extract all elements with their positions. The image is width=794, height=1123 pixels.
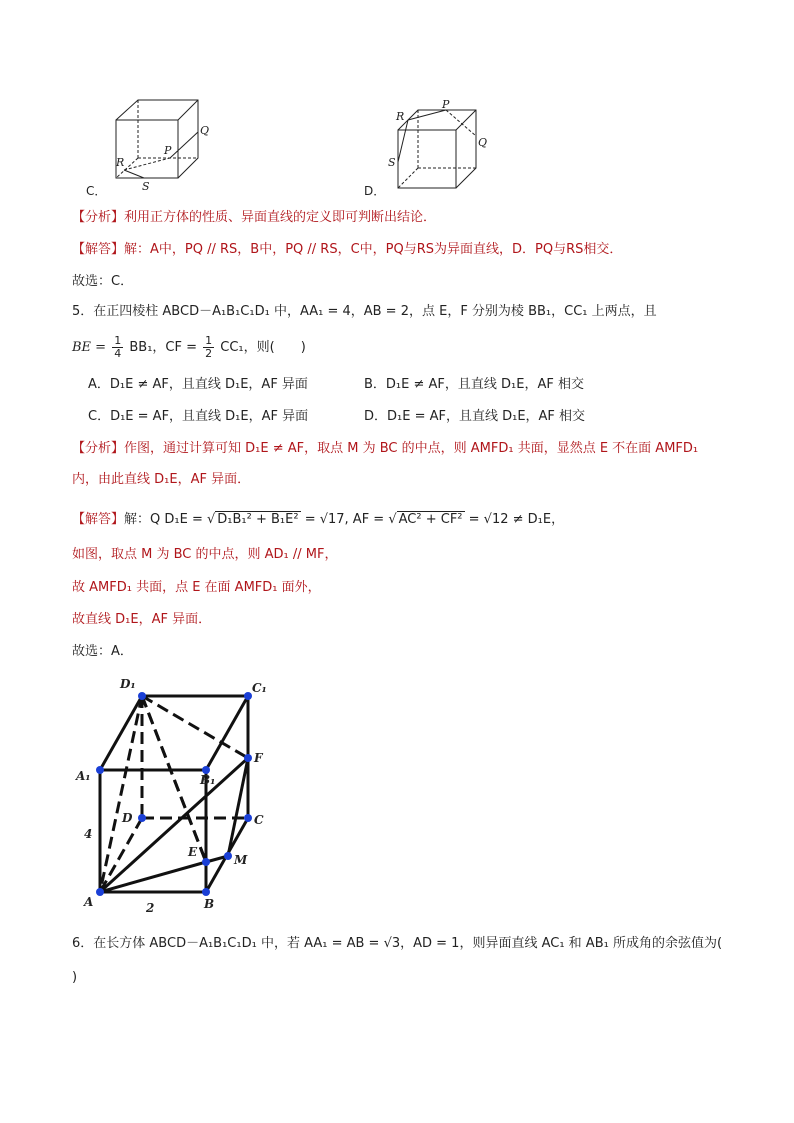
label-c: C (254, 813, 264, 827)
label-b1: B₁ (200, 773, 216, 787)
edge-length-ab: 2 (146, 901, 155, 915)
be-label: BE = (72, 340, 107, 355)
answer-mid: = √17, AF = (304, 512, 385, 527)
q5-option-b: B．D₁E ≠ AF，且直线 D₁E，AF 相交 (364, 377, 584, 392)
answer-pre: 解：Q D₁E = (124, 512, 203, 527)
label-a1: A₁ (76, 769, 91, 783)
answer-tag: 【解答】 (72, 512, 125, 527)
analysis-tag: 【分析】 (72, 441, 125, 456)
q5-choice: 故选：A． (72, 644, 133, 659)
point-s: S (142, 180, 150, 193)
figure-option-d (364, 96, 504, 196)
figure-option-c (86, 96, 226, 196)
analysis-text: 利用正方体的性质、异面直线的定义即可判断出结论． (124, 210, 437, 225)
point-r: R (396, 110, 405, 123)
answer-post: = √12 ≠ D₁E， (468, 512, 565, 527)
label-f: F (254, 751, 263, 765)
q6-stem-line2: ) (72, 970, 78, 985)
prism-figure (72, 672, 292, 922)
prism-diagram (72, 672, 292, 922)
radical-2: AC² + CF² (398, 512, 463, 527)
q5-answer-line3: 故 AMFD₁ 共面，点 E 在面 AMFD₁ 面外， (72, 580, 321, 595)
edge-length-aa1: 4 (84, 827, 93, 841)
label-b: B (204, 897, 215, 911)
q4-choice: 故选：C． (72, 274, 134, 289)
point-q: Q (478, 136, 488, 149)
q5-stem-line2 (72, 334, 306, 362)
label-d: D (122, 811, 133, 825)
q5-answer-line2: 如图，取点 M 为 BC 的中点，则 AD₁ // MF， (72, 547, 338, 562)
q6-stem-line1: 6．在长方体 ABCD－A₁B₁C₁D₁ 中，若 AA₁ = AB = √3，AD = 1，则异面直线 AC₁ 和 AB₁ 所成角的余弦值为( (72, 936, 723, 951)
q5-option-c: C．D₁E = AF，且直线 D₁E，AF 异面 (88, 409, 309, 424)
q5-analysis-line2: 内，由此直线 D₁E，AF 异面． (72, 472, 251, 487)
point-r: R (116, 156, 125, 169)
q5-answer-line4: 故直线 D₁E，AF 异面． (72, 612, 212, 627)
cube-figure-d (364, 96, 504, 196)
radical-1: D₁B₁² + B₁E² (217, 512, 299, 527)
option-c-label: C． (86, 184, 107, 198)
point-p: P (164, 144, 172, 157)
label-a: A (84, 895, 94, 909)
point-q: Q (200, 124, 210, 137)
cube-figure-c (86, 96, 226, 196)
analysis-text-1: 作图，通过计算可知 D₁E ≠ AF，取点 M 为 BC 的中点，则 AMFD₁ 共面，显然点 E 不在面 AMFD₁ (124, 441, 699, 456)
label-m: M (234, 853, 248, 867)
label-c1: C₁ (252, 681, 267, 695)
answer-text: 解：A中，PQ // RS，B中，PQ // RS，C中，PQ与RS为异面直线，D．PQ与RS相交． (124, 242, 623, 257)
q4-analysis (72, 208, 436, 228)
q5-option-a: A．D₁E ≠ AF，且直线 D₁E，AF 异面 (88, 377, 308, 392)
label-e: E (188, 845, 198, 859)
point-p: P (442, 98, 450, 111)
bb1-label: BB₁，CF = (129, 340, 197, 355)
q5-option-d: D．D₁E = AF，且直线 D₁E，AF 相交 (364, 409, 586, 424)
point-s: S (388, 156, 396, 169)
answer-tag: 【解答】 (72, 242, 125, 257)
analysis-tag: 【分析】 (72, 210, 125, 225)
cc1-end: CC₁，则( ) (220, 340, 306, 355)
fraction-one-half: $\frac{1}{2}$ (205, 334, 213, 360)
option-d-label: D． (364, 184, 386, 198)
label-d1: D₁ (120, 677, 136, 691)
q5-analysis-line1 (72, 439, 698, 459)
q5-stem-line1: 5．在正四棱柱 ABCD－A₁B₁C₁D₁ 中，AA₁ = 4，AB = 2，点 E，F 分别为棱 BB₁，CC₁ 上两点，且 (72, 304, 657, 319)
q4-answer (72, 240, 622, 260)
fraction-one-quarter: $\frac{1}{4}$ (114, 334, 122, 360)
q5-answer-line: 【解答】解：Q D₁E = √ D₁B₁² + B₁E² = √17, AF = √ AC² + CF² = √12 ≠ D₁E， (72, 512, 565, 527)
